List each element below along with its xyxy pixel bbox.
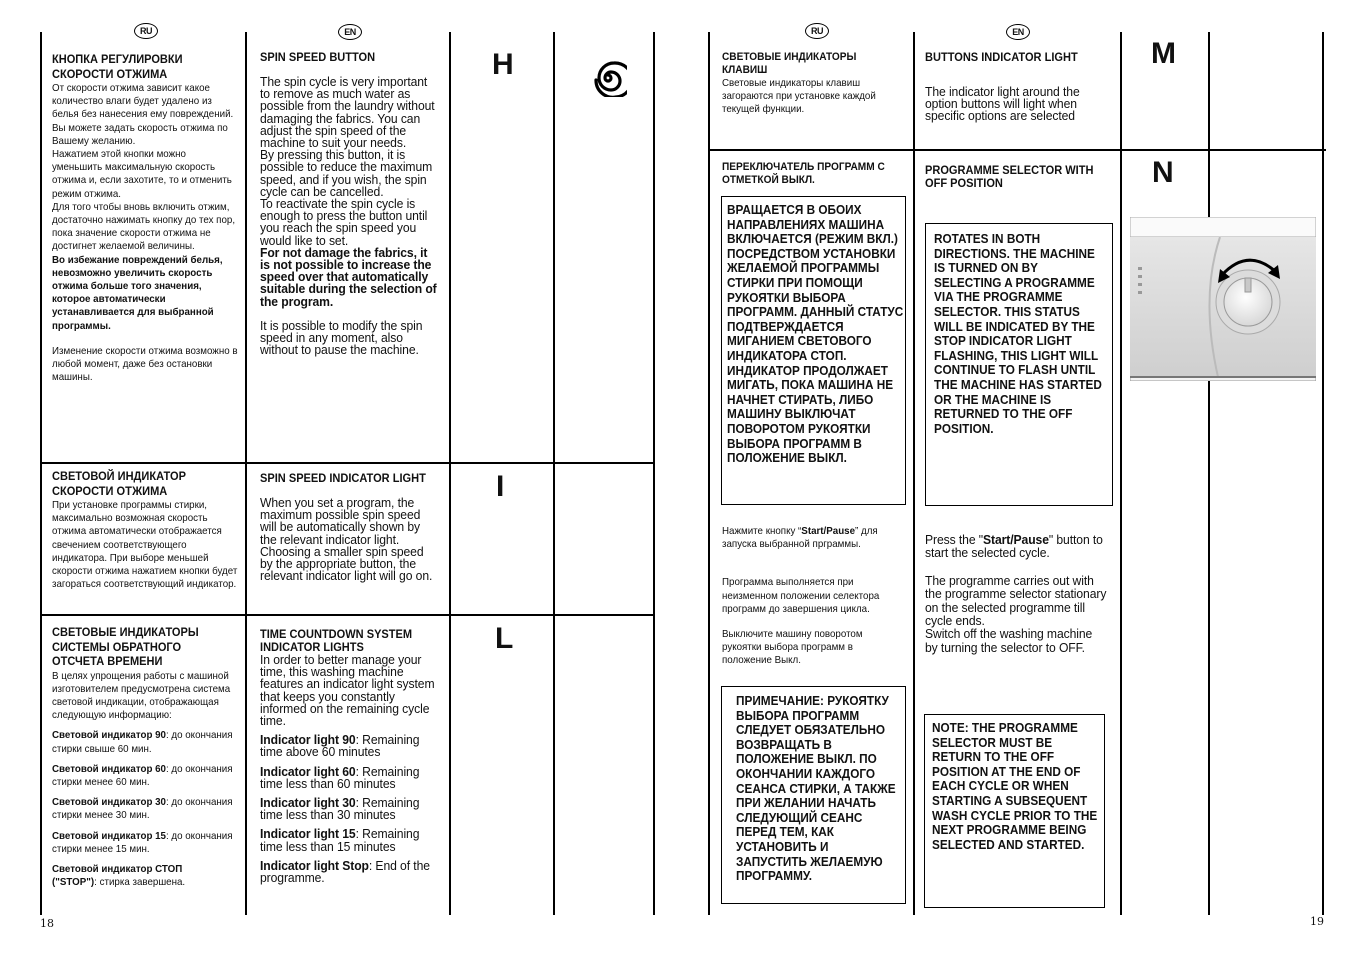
list-item: Световой индикатор 60: до окончания стирки менее 60 мин. <box>52 762 233 788</box>
column-divider <box>913 32 915 915</box>
paragraph: Для того чтобы вновь включить отжим, достаточно нажимать кнопку до тех пор, пока значение скорости отжима не достигнет желаемой величины. <box>52 200 236 253</box>
paragraph: The programme carries out with the programme selector stationary on the selected programme till cycle ends. <box>925 572 1107 629</box>
column-divider <box>653 32 655 915</box>
section-title: ПЕРЕКЛЮЧАТЕЛЬ ПРОГРАММ С ОТМЕТКОЙ ВЫКЛ. <box>722 161 885 186</box>
paragraph: By pressing this button, it is possible to reduce the maximum speed, and if you wish, the spin cycle can be cancelled. <box>260 147 433 199</box>
section-title: PROGRAMME SELECTOR WITH OFF POSITION <box>925 163 1094 190</box>
section-n-en-title <box>925 164 1117 190</box>
section-title: SPIN SPEED BUTTON <box>260 50 376 64</box>
warning-paragraph: Во избежание повреждений белья, невозможно увеличить скорость отжима больше того значения, которое автоматически устанавливается для выбранной программы. <box>52 253 223 332</box>
paragraph: Программа выполняется при неизменном положении селектора программ до завершения цикла. <box>722 576 880 615</box>
paragraph: The spin cycle is very important to remove as much water as possible from the laundry without damaging the fabrics. You can adjust the spin speed of the machine to suit your needs. <box>260 74 435 151</box>
column-divider <box>1322 32 1324 915</box>
en-language-badge: EN <box>338 24 362 40</box>
list-item: Световой индикатор 90: до окончания стирки свыше 60 мин. <box>52 729 233 755</box>
section-letter-n: N <box>1152 156 1174 189</box>
note-text: NOTE: THE PROGRAMME SELECTOR MUST BE RETURN TO THE OFF POSITION AT THE END OF EACH CYCLE OR WHEN STARTING A SUBSEQUENT WASH CYCLE PRIOR TO THE NEXT PROGRAMME BEING SELECTED AND STARTED. <box>932 720 1098 852</box>
list-item: Световой индикатор 30: до окончания стирки менее 30 мин. <box>52 796 233 822</box>
ru-note-box <box>721 686 906 904</box>
section-title: BUTTONS INDICATOR LIGHT <box>925 50 1078 64</box>
paragraph: От скорости отжима зависит какое количество влаги будет удалено из белья без нанесения ему повреждений. Вы можете задать скорость отжима по Вашему желанию. <box>52 82 234 147</box>
list-item: Световой индикатор СТОП ("STOP"): стирка завершена. <box>52 862 186 889</box>
column-divider <box>1208 32 1210 915</box>
paragraph: При установке программы стирки, максимально возможная скорость отжима автоматически отображается свечением соответствующего индикатора. При выборе меньшей скорости отжима нажатием кнопки будет загораться соответствующий индикатор. <box>52 499 238 591</box>
section-n-ru-body <box>722 525 910 668</box>
page-number: 18 <box>40 917 54 930</box>
en-info-box <box>925 223 1113 506</box>
list-item: Indicator light 60: Remaining time less than 60 minutes <box>260 763 420 791</box>
ru-info-box <box>721 196 906 505</box>
section-n-ru-title <box>722 161 912 187</box>
paragraph: Выключите машину поворотом рукоятки выбора программ в положение Выкл. <box>722 628 863 667</box>
section-i-ru <box>52 469 252 591</box>
paragraph: Световые индикаторы клавиш загораются при установке каждой текущей функции. <box>722 77 876 116</box>
column-divider <box>40 32 42 915</box>
section-l-en <box>260 628 446 884</box>
list-item: Световой индикатор 15: до окончания стирки менее 15 мин. <box>52 829 233 855</box>
section-title: TIME COUNTDOWN SYSTEM INDICATOR LIGHTS <box>260 627 413 654</box>
section-i-en <box>260 472 446 582</box>
list-item: Indicator light 15: Remaining time less than 15 minutes <box>260 826 420 854</box>
box-text: ROTATES IN BOTH DIRECTIONS. THE MACHINE IS TURNED ON BY SELECTING A PROGRAMME VIA THE PROGRAMME SELECTOR. THIS STATUS WILL BE INDICATED BY THE STOP INDICATOR LIGHT FLASHING, THIS LIGHT WILL CONTINUE TO FLASH UNTIL THE MACHINE HAS STARTED OR THE MACHINE IS RETURNED TO THE OFF POSITION. <box>934 231 1102 436</box>
section-l-ru <box>52 625 252 889</box>
paragraph: Switch off the washing machine by turning the selector to OFF. <box>925 626 1093 655</box>
paragraph: It is possible to modify the spin speed in any moment, also without to pause the machine. <box>260 317 423 358</box>
section-letter-h: H <box>492 48 514 81</box>
list-item: Indicator light 30: Remaining time less than 30 minutes <box>260 795 420 823</box>
paragraph: Нажмите кнопку “Start/Pause” для запуска выбранной прграммы. <box>722 525 878 551</box>
section-n-en-body <box>925 533 1117 654</box>
paragraph: В целях упрощения работы с машиной изготовителем предусмотрена система световой индикации, отображающая следующую информацию: <box>52 669 231 722</box>
list-item: Indicator light Stop: End of the programme. <box>260 857 430 886</box>
ru-language-badge: RU <box>134 23 158 39</box>
paragraph: When you set a program, the maximum possible spin speed will be automatically shown by the relevant indicator light. <box>260 495 421 547</box>
box-text: ВРАЩАЕТСЯ В ОБОИХ НАПРАВЛЕНИЯХ МАШИНА ВКЛЮЧАЕТСЯ (РЕЖИМ ВКЛ.) ПОСРЕДСТВОМ УСТАНОВКИ ЖЕЛАЕМОЙ ПРОГРАММЫ СТИРКИ ПРИ ПОМОЩИ РУКОЯТКИ ВЫБОРА ПРОГРАММ. ДАННЫЙ СТАТУС ПОДТВЕРЖДАЕТСЯ МИГАНИЕМ СВЕТОВОГО ИНДИКАТОРА СТОП. ИНДИКАТОР ПРОДОЛЖАЕТ МИГАТЬ, ПОКА МАШИНА НЕ НАЧНЕТ СТИРАТЬ, ЛИБО МАШИНУ ВЫКЛЮЧАТ ПОВОРОТОМ РУКОЯТКИ ВЫБОРА ПРОГРАММ В ПОЛОЖЕНИЕ ВЫКЛ. <box>727 202 904 466</box>
section-title: КНОПКА РЕГУЛИРОВКИ СКОРОСТИ ОТЖИМА <box>52 52 183 81</box>
section-divider <box>40 462 655 464</box>
section-h-en <box>260 51 446 356</box>
paragraph: Нажатием этой кнопки можно уменьшить максимальную скорость отжима и, если захотите, то и отменить режим отжима. <box>52 148 232 200</box>
note-text: ПРИМЕЧАНИЕ: РУКОЯТКУ ВЫБОРА ПРОГРАММ СЛЕДУЕТ ОБЯЗАТЕЛЬНО ВОЗВРАЩАТЬ В ПОЛОЖЕНИЕ ВЫКЛ. ПО ОКОНЧАНИИ КАЖДОГО СЕАНСА СТИРКИ, А ТАКЖЕ ПРИ ЖЕЛАНИИ НАЧАТЬ СЛЕДУЮЩИЙ СЕАНС ПЕРЕД ТЕМ, КАК УСТАНОВИТЬ И ЗАПУСТИТЬ ЖЕЛАЕМУЮ ПРОГРАММУ. <box>736 693 896 884</box>
section-title: СВЕТОВОЙ ИНДИКАТОР СКОРОСТИ ОТЖИМА <box>52 469 186 498</box>
en-note-box <box>924 714 1105 908</box>
ru-language-badge: RU <box>805 23 829 39</box>
section-h-ru <box>52 52 252 384</box>
warning-paragraph: For not damage the fabrics, it is not possible to increase the speed over that automatically suitable during the selection of the program. <box>260 244 437 309</box>
paragraph: The indicator light around the option buttons will light when specific options are selected <box>925 84 1080 124</box>
section-letter-l: L <box>495 622 514 655</box>
paragraph: To reactivate the spin cycle is enough to press the button until you reach the spin speed you would like to set. <box>260 196 428 248</box>
programme-selector-illustration <box>1130 217 1316 381</box>
paragraph: In order to better manage your time, this washing machine features an indicator light system that keeps you constantly informed on the remaining cycle time. <box>260 652 435 729</box>
page-number: 19 <box>1310 915 1324 928</box>
column-divider <box>449 32 451 915</box>
paragraph: Choosing a smaller spin speed by the appropriate button, the relevant indicator light will go on. <box>260 543 433 584</box>
section-divider <box>708 149 1326 151</box>
section-letter-i: I <box>496 470 505 503</box>
column-divider <box>1120 32 1122 915</box>
section-title: СВЕТОВЫЕ ИНДИКАТОРЫ СИСТЕМЫ ОБРАТНОГО ОТСЧЕТА ВРЕМЕНИ <box>52 625 199 668</box>
list-item: Indicator light 90: Remaining time above 60 minutes <box>260 732 420 760</box>
spiral-spin-icon <box>589 59 627 97</box>
paragraph: Press the "Start/Pause" button to start the selected cycle. <box>925 532 1103 561</box>
paragraph: Изменение скорости отжима возможно в любой момент, даже без остановки машины. <box>52 344 238 384</box>
section-letter-m: M <box>1151 37 1176 70</box>
section-m-ru <box>722 51 910 117</box>
en-language-badge: EN <box>1006 24 1030 40</box>
section-title: СВЕТОВЫЕ ИНДИКАТОРЫ КЛАВИШ <box>722 51 857 76</box>
section-title: SPIN SPEED INDICATOR LIGHT <box>260 471 426 485</box>
column-divider <box>708 32 710 915</box>
column-divider <box>553 32 555 915</box>
section-divider <box>40 614 655 616</box>
section-m-en <box>925 51 1117 123</box>
